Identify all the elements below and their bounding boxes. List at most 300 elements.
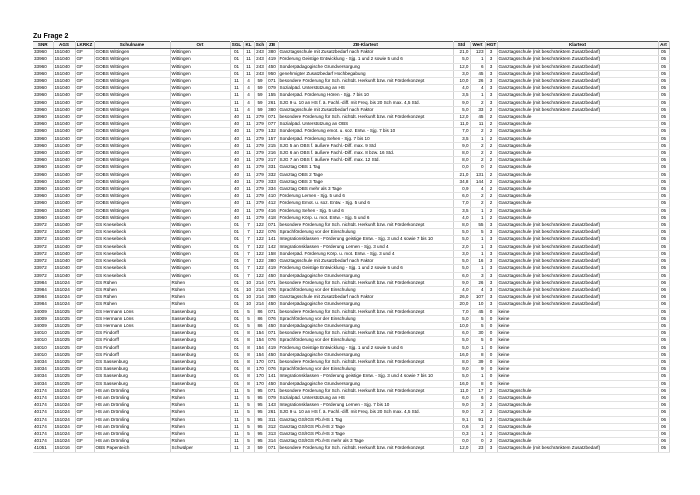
column-header-sch: Sch bbox=[255, 42, 265, 47]
cell-std: 5,0 bbox=[453, 56, 470, 63]
cell-schulname: GS Knesebeck bbox=[94, 250, 170, 257]
cell-sgl: 40 bbox=[230, 150, 243, 157]
cell-wert: 1 bbox=[470, 430, 485, 437]
cell-lkrkz: GF bbox=[75, 272, 94, 279]
cell-ort: Wittingen bbox=[170, 56, 230, 63]
cell-sgl: 11 bbox=[230, 78, 243, 85]
cell-sgl: 01 bbox=[230, 358, 243, 365]
cell-snr: 33972 bbox=[33, 222, 53, 229]
cell-sch: 243 bbox=[254, 49, 266, 56]
cell-klartext: Ganztagsschule (mit beschränktem Zusatzbedarf) bbox=[497, 56, 658, 63]
cell-zb-klartext: Sonderpädagogische Grundversorgung bbox=[278, 63, 453, 70]
cell-zb-klartext: SJG 7 an OBS f. äußere Fachl.-Diff. max. 12 Std. bbox=[278, 157, 453, 164]
column-header-sgl: SGL bbox=[231, 42, 242, 47]
cell-zb-klartext: Ganztag GS/IGS Pb./HS 2 Tage bbox=[278, 423, 453, 430]
cell-sgl: 01 bbox=[230, 330, 243, 337]
table-row bbox=[33, 229, 669, 236]
table-row bbox=[33, 438, 669, 445]
cell-ags: 151040 bbox=[53, 92, 75, 99]
cell-art: 05 bbox=[658, 49, 669, 56]
cell-lkrkz: GF bbox=[75, 200, 94, 207]
cell-hgt: 2 bbox=[485, 135, 497, 142]
cell-std: 8,0 bbox=[453, 222, 470, 229]
cell-std: 6,0 bbox=[453, 272, 470, 279]
table-row bbox=[33, 387, 669, 394]
cell-sch: 243 bbox=[254, 63, 266, 70]
cell-std: 5,0 bbox=[453, 337, 470, 344]
page-title: Zu Frage 2 bbox=[33, 33, 69, 40]
cell-zb-klartext: Förderung Geistige Entwicklung - Sjg. 1 und 2 sowie 5 und 6 bbox=[278, 344, 453, 351]
cell-ags: 151024 bbox=[53, 438, 75, 445]
cell-kl: 11 bbox=[243, 157, 254, 164]
cell-schulname: GS Knesebeck bbox=[94, 272, 170, 279]
cell-ags: 151040 bbox=[53, 171, 75, 178]
cell-sgl: 40 bbox=[230, 200, 243, 207]
cell-sch: 279 bbox=[254, 178, 266, 185]
cell-wert: 91 bbox=[470, 416, 485, 423]
cell-ags: 151024 bbox=[53, 294, 75, 301]
cell-sch: 154 bbox=[254, 330, 266, 337]
cell-snr: 33984 bbox=[33, 279, 53, 286]
cell-snr: 33960 bbox=[33, 171, 53, 178]
cell-sgl: 40 bbox=[230, 135, 243, 142]
cell-zb-klartext: Sozialpäd. Unterstützung an HS bbox=[278, 394, 453, 401]
cell-lkrkz: GF bbox=[75, 150, 94, 157]
cell-lkrkz: GF bbox=[75, 157, 94, 164]
cell-ags: 151025 bbox=[53, 344, 75, 351]
cell-snr: 33960 bbox=[33, 63, 53, 70]
cell-wert: 3 bbox=[470, 272, 485, 279]
cell-ort: Wittingen bbox=[170, 193, 230, 200]
cell-schulname: GOBS Wittingen bbox=[94, 214, 170, 221]
cell-art: 06 bbox=[658, 394, 669, 401]
cell-hgt: 0 bbox=[485, 308, 497, 315]
cell-lkrkz: GF bbox=[75, 236, 94, 243]
cell-sch: 59 bbox=[254, 106, 266, 113]
cell-hgt: 3 bbox=[485, 99, 497, 106]
cell-std: 16,0 bbox=[453, 351, 470, 358]
cell-sgl: 40 bbox=[230, 207, 243, 214]
cell-sch: 122 bbox=[254, 250, 266, 257]
cell-wert: 1 bbox=[470, 265, 485, 272]
cell-sch: 95 bbox=[254, 430, 266, 437]
cell-ags: 151040 bbox=[53, 157, 75, 164]
cell-schulname: GS Knesebeck bbox=[94, 222, 170, 229]
cell-hgt: 3 bbox=[485, 92, 497, 99]
cell-schulname: GS Knesebeck bbox=[94, 243, 170, 250]
cell-zb: 380 bbox=[266, 294, 278, 301]
cell-zb: 071 bbox=[266, 114, 278, 121]
cell-zb: 079 bbox=[266, 394, 278, 401]
cell-zb-klartext: Förderung Körp. u. mot. Entw. - Sjg. 5 und 6 bbox=[278, 214, 453, 221]
table-row bbox=[33, 337, 669, 344]
cell-art: 06 bbox=[658, 416, 669, 423]
cell-kl: 8 bbox=[243, 366, 254, 373]
cell-sgl: 11 bbox=[230, 445, 243, 452]
cell-std: 0,3 bbox=[453, 430, 470, 437]
cell-snr: 33960 bbox=[33, 150, 53, 157]
cell-sch: 122 bbox=[254, 222, 266, 229]
cell-sgl: 01 bbox=[230, 63, 243, 70]
cell-schulname: GS Sassenburg bbox=[94, 358, 170, 365]
cell-lkrkz: GF bbox=[75, 207, 94, 214]
cell-kl: 5 bbox=[243, 308, 254, 315]
cell-kl: 5 bbox=[243, 430, 254, 437]
cell-hgt: 2 bbox=[485, 164, 497, 171]
cell-wert: 0 bbox=[470, 438, 485, 445]
cell-sgl: 01 bbox=[230, 250, 243, 257]
cell-zb-klartext: Sonderpäd. Förderung Sehen - Sjg. 7 bis 10 bbox=[278, 135, 453, 142]
cell-ags: 151040 bbox=[53, 229, 75, 236]
cell-sch: 95 bbox=[254, 416, 266, 423]
cell-art: 05 bbox=[658, 315, 669, 322]
cell-zb: 071 bbox=[266, 330, 278, 337]
cell-hgt: 0 bbox=[485, 344, 497, 351]
cell-zb-klartext: Ganztagsschule mit Zusatzbedarf nach Faktor bbox=[278, 49, 453, 56]
cell-schulname: GS Sassenburg bbox=[94, 380, 170, 387]
cell-wert: 26 bbox=[470, 279, 485, 286]
cell-std: 26,0 bbox=[453, 294, 470, 301]
cell-ags: 151025 bbox=[53, 373, 75, 380]
cell-art: 05 bbox=[658, 56, 669, 63]
cell-hgt: 2 bbox=[485, 402, 497, 409]
cell-snr: 33984 bbox=[33, 286, 53, 293]
cell-art: 05 bbox=[658, 135, 669, 142]
cell-schulname: GS Sassenburg bbox=[94, 366, 170, 373]
cell-sgl: 11 bbox=[230, 394, 243, 401]
cell-zb-klartext: Förderung Geistige Entwicklung - Sjg. 1 und 2 sowie 5 und 6 bbox=[278, 265, 453, 272]
cell-sgl: 11 bbox=[230, 85, 243, 92]
cell-kl: 11 bbox=[243, 164, 254, 171]
table-row bbox=[33, 445, 669, 452]
cell-ags: 151040 bbox=[53, 63, 75, 70]
cell-schulname: OBS Papenteich bbox=[94, 445, 170, 452]
cell-snr: 34010 bbox=[33, 351, 53, 358]
column-header-snr: SNR bbox=[33, 42, 53, 49]
cell-ags: 151025 bbox=[53, 330, 75, 337]
cell-ort: Wittingen bbox=[170, 250, 230, 257]
cell-kl: 7 bbox=[243, 265, 254, 272]
cell-wert: 5 bbox=[470, 229, 485, 236]
cell-sch: 95 bbox=[254, 402, 266, 409]
column-header-ags: AGS bbox=[53, 42, 75, 49]
cell-sgl: 01 bbox=[230, 322, 243, 329]
cell-snr: 34009 bbox=[33, 315, 53, 322]
cell-art: 05 bbox=[658, 99, 669, 106]
cell-klartext: Ganztagsschule (mit beschränktem Zusatzbedarf) bbox=[497, 279, 658, 286]
cell-ags: 151040 bbox=[53, 222, 75, 229]
cell-hgt: 3 bbox=[485, 243, 497, 250]
cell-schulname: GS Rühen bbox=[94, 279, 170, 286]
cell-schulname: GOBS Wittingen bbox=[94, 142, 170, 149]
cell-ags: 151025 bbox=[53, 308, 75, 315]
cell-wert: 45 bbox=[470, 308, 485, 315]
cell-sgl: 11 bbox=[230, 438, 243, 445]
cell-lkrkz: GF bbox=[75, 121, 94, 128]
cell-hgt: 2 bbox=[485, 171, 497, 178]
cell-kl: 5 bbox=[243, 438, 254, 445]
cell-schulname: GS Findorff bbox=[94, 344, 170, 351]
cell-ags: 151040 bbox=[53, 150, 75, 157]
cell-snr: 33960 bbox=[33, 85, 53, 92]
cell-wert: 1 bbox=[470, 214, 485, 221]
cell-zb-klartext: Integrationsklassen - Förderung Lernen - Sjg. 7 bis 10 bbox=[278, 402, 453, 409]
cell-schulname: HS am Drömling bbox=[94, 394, 170, 401]
cell-sgl: 01 bbox=[230, 236, 243, 243]
cell-kl: 10 bbox=[243, 279, 254, 286]
cell-schulname: HS am Drömling bbox=[94, 423, 170, 430]
cell-snr: 33960 bbox=[33, 142, 53, 149]
cell-zb: 071 bbox=[266, 78, 278, 85]
cell-schulname: GS Knesebeck bbox=[94, 236, 170, 243]
cell-kl: 10 bbox=[243, 301, 254, 308]
cell-zb-klartext: besondere Förderung für Sch. nichtdt. Herkunft bzw. mit Förderkonzept bbox=[278, 308, 453, 315]
cell-lkrkz: GF bbox=[75, 279, 94, 286]
cell-ags: 151040 bbox=[53, 265, 75, 272]
cell-sch: 86 bbox=[254, 322, 266, 329]
cell-art: 05 bbox=[658, 186, 669, 193]
cell-schulname: GS Findorff bbox=[94, 337, 170, 344]
cell-klartext: Ganztagsschule (mit beschränktem Zusatzbedarf) bbox=[497, 286, 658, 293]
cell-zb: 071 bbox=[266, 222, 278, 229]
table-row bbox=[33, 308, 669, 315]
cell-schulname: GOBS Wittingen bbox=[94, 200, 170, 207]
cell-klartext: keine bbox=[497, 322, 658, 329]
cell-klartext: keine bbox=[497, 366, 658, 373]
cell-art: 05 bbox=[658, 157, 669, 164]
cell-art: 05 bbox=[658, 308, 669, 315]
cell-hgt: 2 bbox=[485, 106, 497, 113]
cell-sgl: 40 bbox=[230, 186, 243, 193]
cell-ags: 151040 bbox=[53, 178, 75, 185]
cell-art: 05 bbox=[658, 366, 669, 373]
cell-zb-klartext: Sozialpäd. Unterstützung an HS bbox=[278, 85, 453, 92]
cell-snr: 33984 bbox=[33, 301, 53, 308]
cell-snr: 40174 bbox=[33, 394, 53, 401]
cell-snr: 34034 bbox=[33, 373, 53, 380]
cell-art: 05 bbox=[658, 236, 669, 243]
cell-art: 05 bbox=[658, 337, 669, 344]
cell-klartext: Ganztagsschule bbox=[497, 178, 658, 185]
cell-snr: 34010 bbox=[33, 330, 53, 337]
cell-snr: 33972 bbox=[33, 250, 53, 257]
cell-zb: 076 bbox=[266, 229, 278, 236]
column-header-lkrkz: LKRKZ bbox=[76, 42, 93, 47]
table-row bbox=[33, 380, 669, 387]
cell-ort: Wittingen bbox=[170, 243, 230, 250]
cell-hgt: 3 bbox=[485, 272, 497, 279]
cell-klartext: Ganztagsschule bbox=[497, 409, 658, 416]
cell-ags: 151040 bbox=[53, 193, 75, 200]
cell-hgt: 2 bbox=[485, 142, 497, 149]
cell-schulname: GOBS Wittingen bbox=[94, 128, 170, 135]
cell-art: 06 bbox=[658, 279, 669, 286]
cell-klartext: Ganztagsschule bbox=[497, 157, 658, 164]
cell-lkrkz: GF bbox=[75, 286, 94, 293]
cell-ags: 151040 bbox=[53, 135, 75, 142]
cell-snr: 34034 bbox=[33, 358, 53, 365]
cell-ags: 151025 bbox=[53, 351, 75, 358]
cell-snr: 40174 bbox=[33, 438, 53, 445]
cell-hgt: 2 bbox=[485, 430, 497, 437]
cell-klartext: Ganztagsschule (mit beschränktem Zusatzbedarf) bbox=[497, 236, 658, 243]
cell-sch: 59 bbox=[254, 78, 266, 85]
cell-schulname: GS Hermann Löns bbox=[94, 315, 170, 322]
cell-zb: 216 bbox=[266, 150, 278, 157]
table-row bbox=[33, 106, 669, 113]
cell-zb-klartext: Sonderpädagogische Grundversorgung bbox=[278, 351, 453, 358]
cell-hgt: 3 bbox=[485, 85, 497, 92]
cell-ags: 151040 bbox=[53, 200, 75, 207]
cell-kl: 7 bbox=[243, 258, 254, 265]
cell-lkrkz: GF bbox=[75, 128, 94, 135]
table-row bbox=[33, 121, 669, 128]
cell-sch: 279 bbox=[254, 157, 266, 164]
cell-sch: 59 bbox=[254, 445, 266, 452]
cell-sgl: 01 bbox=[230, 373, 243, 380]
cell-ort: Rühen bbox=[170, 387, 230, 394]
table-row bbox=[33, 322, 669, 329]
cell-sgl: 01 bbox=[230, 286, 243, 293]
cell-kl: 4 bbox=[243, 85, 254, 92]
cell-lkrkz: GF bbox=[75, 315, 94, 322]
cell-wert: 2 bbox=[470, 193, 485, 200]
cell-hgt: 0 bbox=[485, 351, 497, 358]
cell-art: 05 bbox=[658, 344, 669, 351]
cell-snr: 33960 bbox=[33, 200, 53, 207]
cell-hgt: 3 bbox=[485, 63, 497, 70]
cell-wert: 123 bbox=[470, 49, 485, 56]
cell-schulname: GOBS Wittingen bbox=[94, 135, 170, 142]
cell-kl: 7 bbox=[243, 222, 254, 229]
cell-schulname: GOBS Wittingen bbox=[94, 92, 170, 99]
cell-ort: Sassenburg bbox=[170, 373, 230, 380]
cell-hgt: 2 bbox=[485, 157, 497, 164]
cell-klartext: Ganztagsschule (mit beschränktem Zusatzbedarf) bbox=[497, 49, 658, 56]
cell-lkrkz: GF bbox=[75, 164, 94, 171]
cell-wert: 1 bbox=[470, 236, 485, 243]
cell-sch: 154 bbox=[254, 351, 266, 358]
cell-std: 3,5 bbox=[453, 92, 470, 99]
cell-zb: 071 bbox=[266, 308, 278, 315]
cell-std: 3,5 bbox=[453, 207, 470, 214]
cell-sgl: 01 bbox=[230, 70, 243, 77]
cell-ort: Schwülper bbox=[170, 445, 230, 452]
cell-sch: 279 bbox=[254, 186, 266, 193]
table-row bbox=[33, 416, 669, 423]
cell-ort: Rühen bbox=[170, 286, 230, 293]
cell-zb: 143 bbox=[266, 402, 278, 409]
cell-ags: 151040 bbox=[53, 236, 75, 243]
cell-art: 05 bbox=[658, 114, 669, 121]
cell-schulname: GS Sassenburg bbox=[94, 373, 170, 380]
cell-zb-klartext: Förderung Lernen - Sjg. 5 und 6 bbox=[278, 193, 453, 200]
cell-kl: 11 bbox=[243, 193, 254, 200]
cell-wert: 4 bbox=[470, 286, 485, 293]
cell-sgl: 01 bbox=[230, 243, 243, 250]
cell-ags: 151040 bbox=[53, 114, 75, 121]
cell-wert: 5 bbox=[470, 322, 485, 329]
cell-ort: Wittingen bbox=[170, 258, 230, 265]
table-row bbox=[33, 114, 669, 121]
cell-snr: 40174 bbox=[33, 416, 53, 423]
cell-std: 8,0 bbox=[453, 150, 470, 157]
cell-klartext: keine bbox=[497, 337, 658, 344]
cell-wert: 1 bbox=[470, 250, 485, 257]
cell-zb-klartext: besondere Förderung für Sch. nichtdt. Herkunft bzw. mit Förderkonzept bbox=[278, 222, 453, 229]
cell-snr: 33972 bbox=[33, 229, 53, 236]
cell-ort: Wittingen bbox=[170, 106, 230, 113]
table-row bbox=[33, 222, 669, 229]
cell-wert: 5 bbox=[470, 337, 485, 344]
cell-schulname: GS Knesebeck bbox=[94, 265, 170, 272]
cell-lkrkz: GF bbox=[75, 265, 94, 272]
cell-hgt: 3 bbox=[485, 286, 497, 293]
cell-snr: 33960 bbox=[33, 164, 53, 171]
cell-lkrkz: GF bbox=[75, 49, 94, 56]
cell-zb-klartext: Sozialpäd. Unterstützung an OBS bbox=[278, 121, 453, 128]
cell-wert: 2 bbox=[470, 128, 485, 135]
cell-art: 06 bbox=[658, 402, 669, 409]
cell-ags: 151016 bbox=[53, 445, 75, 452]
cell-ort: Sassenburg bbox=[170, 308, 230, 315]
table-row bbox=[33, 56, 669, 63]
cell-ort: Wittingen bbox=[170, 78, 230, 85]
cell-snr: 33960 bbox=[33, 207, 53, 214]
cell-wert: 26 bbox=[470, 78, 485, 85]
cell-snr: 33960 bbox=[33, 193, 53, 200]
cell-ags: 151040 bbox=[53, 250, 75, 257]
cell-zb: 217 bbox=[266, 157, 278, 164]
cell-hgt: 3 bbox=[485, 78, 497, 85]
cell-art: 06 bbox=[658, 286, 669, 293]
cell-wert: 17 bbox=[470, 387, 485, 394]
table-row bbox=[33, 70, 669, 77]
cell-schulname: GOBS Wittingen bbox=[94, 114, 170, 121]
cell-sch: 122 bbox=[254, 236, 266, 243]
cell-sch: 122 bbox=[254, 229, 266, 236]
cell-std: 5,0 bbox=[453, 373, 470, 380]
cell-ags: 151025 bbox=[53, 366, 75, 373]
cell-klartext: Ganztagsschule bbox=[497, 200, 658, 207]
cell-klartext: Ganztagsschule bbox=[497, 186, 658, 193]
cell-sch: 86 bbox=[254, 315, 266, 322]
cell-wert: 6 bbox=[470, 394, 485, 401]
cell-kl: 11 bbox=[243, 150, 254, 157]
cell-kl: 11 bbox=[243, 214, 254, 221]
cell-ort: Rühen bbox=[170, 438, 230, 445]
cell-sgl: 40 bbox=[230, 128, 243, 135]
cell-kl: 8 bbox=[243, 337, 254, 344]
cell-ort: Wittingen bbox=[170, 142, 230, 149]
cell-art: 05 bbox=[658, 445, 669, 452]
cell-snr: 33960 bbox=[33, 186, 53, 193]
cell-art: 05 bbox=[658, 243, 669, 250]
cell-hgt: 2 bbox=[485, 423, 497, 430]
cell-sch: 170 bbox=[254, 366, 266, 373]
cell-ort: Rühen bbox=[170, 294, 230, 301]
cell-ags: 151024 bbox=[53, 286, 75, 293]
cell-sch: 95 bbox=[254, 394, 266, 401]
cell-ort: Rühen bbox=[170, 301, 230, 308]
cell-klartext: Ganztagsschule bbox=[497, 402, 658, 409]
cell-klartext: Ganztagsschule bbox=[497, 114, 658, 121]
cell-ort: Rühen bbox=[170, 416, 230, 423]
cell-hgt: 3 bbox=[485, 49, 497, 56]
cell-ort: Rühen bbox=[170, 279, 230, 286]
cell-sch: 214 bbox=[254, 294, 266, 301]
cell-ags: 151040 bbox=[53, 78, 75, 85]
